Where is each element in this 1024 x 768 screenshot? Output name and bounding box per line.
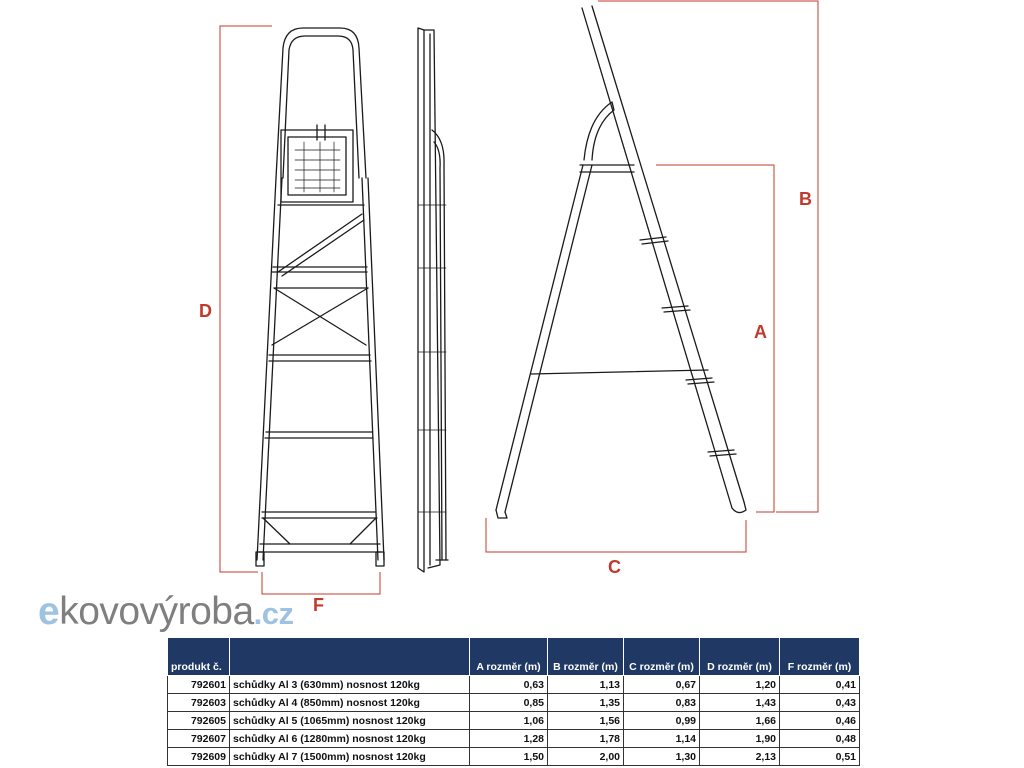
cell-product-id: 792607 xyxy=(168,730,230,748)
cell-a: 1,06 xyxy=(470,712,548,730)
column-header-product-id: produkt č. xyxy=(168,638,230,676)
column-header-name xyxy=(230,638,470,676)
cell-b: 2,00 xyxy=(548,748,624,766)
cell-c: 1,14 xyxy=(624,730,700,748)
cell-b: 1,35 xyxy=(548,694,624,712)
cell-f: 0,51 xyxy=(780,748,860,766)
table-header-row xyxy=(168,638,860,676)
ladder-side-view xyxy=(418,28,448,572)
ladder-front-view xyxy=(256,28,384,566)
dimension-label-d: D xyxy=(199,301,212,321)
logo-text: kovovýroba xyxy=(59,590,254,633)
cell-product-id: 792605 xyxy=(168,712,230,730)
cell-c: 0,83 xyxy=(624,694,700,712)
table-row xyxy=(168,730,860,748)
dimension-b-line xyxy=(598,1,818,512)
cell-d: 2,13 xyxy=(700,748,780,766)
cell-b: 1,56 xyxy=(548,712,624,730)
dimension-label-b: B xyxy=(799,189,812,209)
cell-f: 0,43 xyxy=(780,694,860,712)
cell-b: 1,13 xyxy=(548,676,624,694)
cell-d: 1,20 xyxy=(700,676,780,694)
brand-logo xyxy=(38,588,294,638)
cell-d: 1,66 xyxy=(700,712,780,730)
table-row xyxy=(168,712,860,730)
cell-c: 0,99 xyxy=(624,712,700,730)
cell-product-id: 792609 xyxy=(168,748,230,766)
cell-product-id: 792603 xyxy=(168,694,230,712)
dimension-c-line xyxy=(486,518,746,552)
dimension-label-a: A xyxy=(754,322,767,342)
dimension-d-line xyxy=(220,26,272,572)
dimension-label-f: F xyxy=(313,595,324,615)
cell-product-name: schůdky Al 4 (850mm) nosnost 120kg xyxy=(230,694,470,712)
cell-product-name: schůdky Al 3 (630mm) nosnost 120kg xyxy=(230,676,470,694)
cell-b: 1,78 xyxy=(548,730,624,748)
cell-product-name: schůdky Al 7 (1500mm) nosnost 120kg xyxy=(230,748,470,766)
column-header-d: D rozměr (m) xyxy=(700,638,780,676)
column-header-f: F rozměr (m) xyxy=(780,638,860,676)
column-header-b: B rozměr (m) xyxy=(548,638,624,676)
dimension-lines xyxy=(220,1,818,594)
cell-d: 1,90 xyxy=(700,730,780,748)
cell-a: 1,50 xyxy=(470,748,548,766)
table-row xyxy=(168,694,860,712)
dimensions-table xyxy=(167,637,860,766)
ladder-open-view xyxy=(496,6,746,518)
cell-a: 0,63 xyxy=(470,676,548,694)
cell-product-name: schůdky Al 6 (1280mm) nosnost 120kg xyxy=(230,730,470,748)
cell-c: 1,30 xyxy=(624,748,700,766)
cell-f: 0,48 xyxy=(780,730,860,748)
logo-tld: .cz xyxy=(253,596,294,631)
table-row xyxy=(168,676,860,694)
cell-d: 1,43 xyxy=(700,694,780,712)
column-header-a: A rozměr (m) xyxy=(470,638,548,676)
cell-a: 1,28 xyxy=(470,730,548,748)
cell-product-name: schůdky Al 5 (1065mm) nosnost 120kg xyxy=(230,712,470,730)
cell-c: 0,67 xyxy=(624,676,700,694)
cell-f: 0,46 xyxy=(780,712,860,730)
logo-e: e xyxy=(38,590,60,633)
dimension-label-c: C xyxy=(608,557,621,577)
column-header-c: C rozměr (m) xyxy=(624,638,700,676)
table-row xyxy=(168,748,860,766)
cell-product-id: 792601 xyxy=(168,676,230,694)
cell-f: 0,41 xyxy=(780,676,860,694)
cell-a: 0,85 xyxy=(470,694,548,712)
